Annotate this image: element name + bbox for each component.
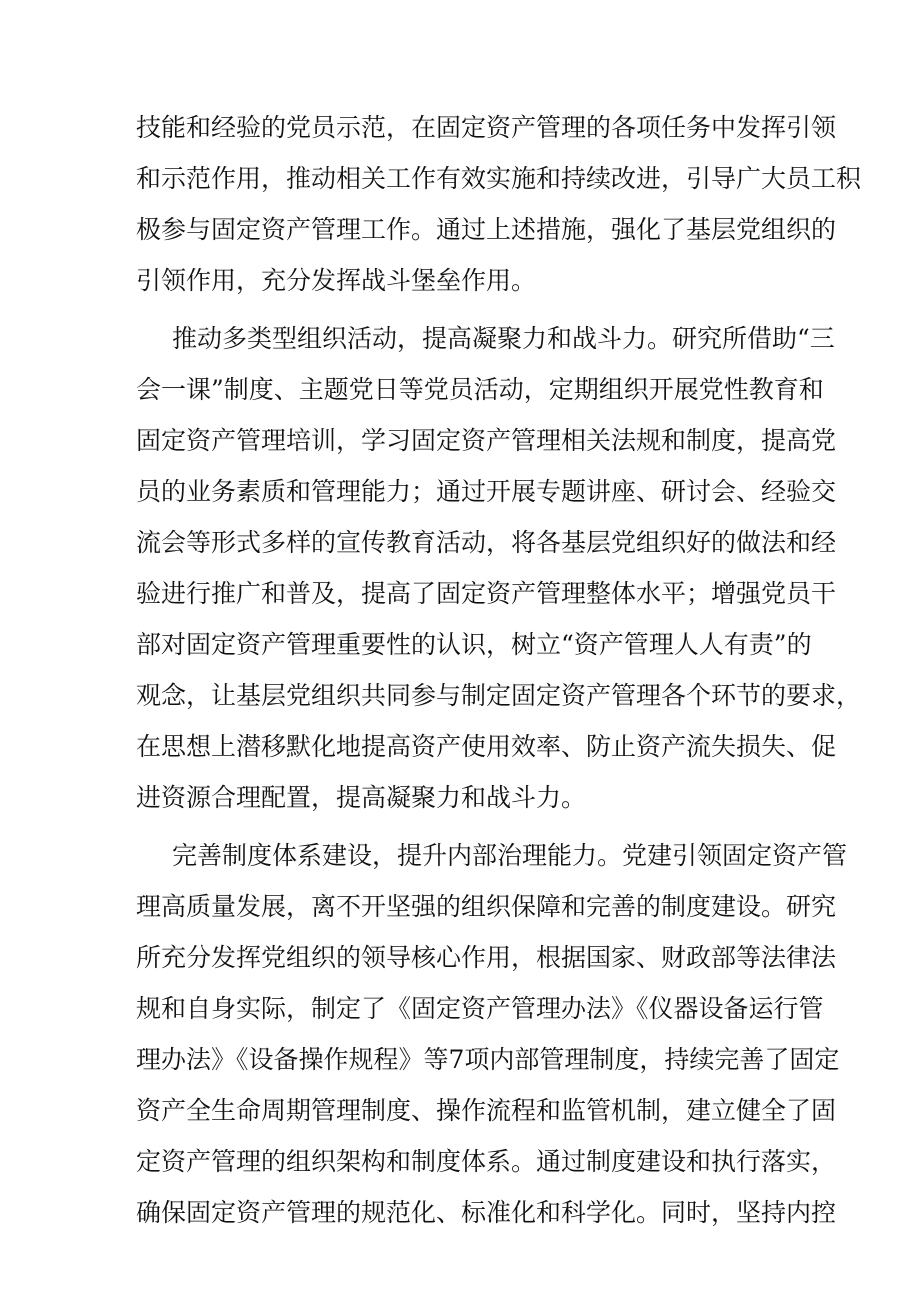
paragraph-line: 验进行推广和普及，提高了固定资产管理整体水平；增强党员干 <box>136 579 837 608</box>
paragraph-line: 观念，让基层党组织共同参与制定固定资产管理各个环节的要求， <box>136 681 862 710</box>
paragraph-line: 规和自身实际，制定了《固定资产管理办法》《仪器设备运行管 <box>136 994 824 1023</box>
paragraph-line: 引领作用，充分发挥战斗堡垒作用。 <box>136 266 537 295</box>
paragraph-line: 会一课”制度、主题党日等党员活动，定期组织开展党性教育和 <box>136 375 824 404</box>
paragraph-line: 完善制度体系建设，提升内部治理能力。党建引领固定资产管 <box>172 841 848 870</box>
paragraph-line: 员的业务素质和管理能力；通过开展专题讲座、研讨会、经验交 <box>136 477 837 506</box>
paragraph-line: 理办法》《设备操作规程》等7项内部管理制度，持续完善了固定 <box>136 1045 840 1074</box>
paragraph-line: 推动多类型组织活动，提高凝聚力和战斗力。研究所借助“三 <box>172 324 835 353</box>
paragraph-line: 确保固定资产管理的规范化、标准化和科学化。同时，坚持内控 <box>136 1198 837 1227</box>
paragraph-line: 部对固定资产管理重要性的认识，树立“资产管理人人有责”的 <box>136 630 812 659</box>
paragraph-line: 在思想上潜移默化地提高资产使用效率、防止资产流失损失、促 <box>136 732 837 761</box>
paragraph-line: 定资产管理的组织架构和制度体系。通过制度建设和执行落实， <box>136 1147 837 1176</box>
paragraph-line: 和示范作用，推动相关工作有效实施和持续改进，引导广大员工积 <box>136 164 862 193</box>
paragraph-line: 所充分发挥党组织的领导核心作用，根据国家、财政部等法律法 <box>136 943 837 972</box>
paragraph-line: 技能和经验的党员示范，在固定资产管理的各项任务中发挥引领 <box>136 113 837 142</box>
paragraph-line: 理高质量发展，离不开坚强的组织保障和完善的制度建设。研究 <box>136 892 837 921</box>
paragraph-line: 资产全生命周期管理制度、操作流程和监管机制，建立健全了固 <box>136 1096 837 1125</box>
paragraph-line: 固定资产管理培训，学习固定资产管理相关法规和制度，提高党 <box>136 426 837 455</box>
paragraph-line: 极参与固定资产管理工作。通过上述措施，强化了基层党组织的 <box>136 215 837 244</box>
paragraph-line: 进资源合理配置，提高凝聚力和战斗力。 <box>136 783 587 812</box>
paragraph-line: 流会等形式多样的宣传教育活动，将各基层党组织好的做法和经 <box>136 528 837 557</box>
